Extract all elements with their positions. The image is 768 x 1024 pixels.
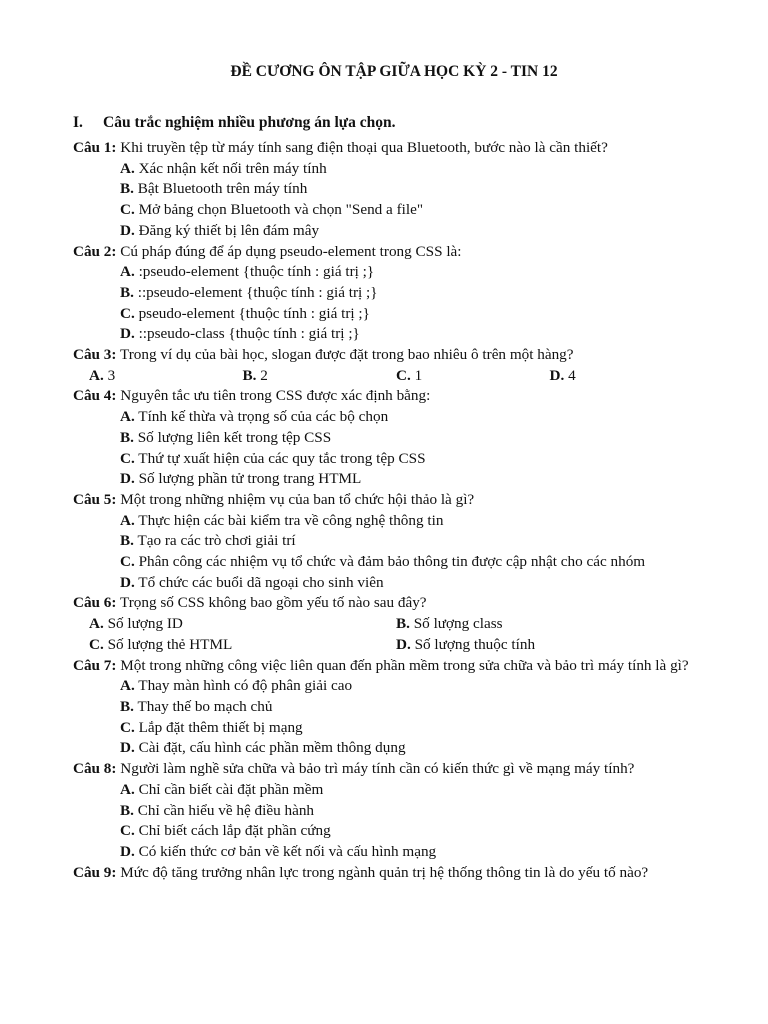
option-row (73, 366, 703, 387)
question-8 (73, 759, 703, 780)
question-5 (73, 490, 703, 511)
option-text: :pseudo-element {thuộc tính : giá trị ;} (134, 263, 375, 281)
question-text: Mức độ tăng trưởng nhân lực trong ngành quản trị hệ thống thông tin là do yếu tố nào? (116, 863, 649, 881)
question-label: Câu 8: (73, 760, 117, 778)
document-page (73, 62, 703, 883)
option-letter: A. (120, 511, 135, 529)
option-text: Tính kế thừa và trọng số của các bộ chọn (134, 408, 389, 426)
question-3 (73, 345, 703, 366)
option-letter: C. (120, 553, 135, 571)
option-text: Có kiến thức cơ bản về kết nối và cấu hình mạng (134, 842, 437, 860)
question-text: Khi truyền tệp từ máy tính sang điện thoại qua Bluetooth, bước nào là cần thiết? (116, 139, 608, 156)
option-text: Chỉ biết cách lắp đặt phần cứng (134, 822, 331, 840)
option-2d (73, 324, 703, 345)
option-letter: D. (120, 221, 135, 239)
option-text: Số lượng phần tử trong trang HTML (134, 470, 362, 488)
option-text: 2 (256, 366, 268, 384)
option-text: ::pseudo-class {thuộc tính : giá trị ;} (134, 325, 360, 343)
option-letter: D. (120, 470, 135, 488)
option-row (73, 614, 703, 635)
option-1c (73, 200, 703, 221)
option-3d (550, 366, 704, 387)
option-3b (243, 366, 397, 387)
option-8d (73, 842, 703, 863)
option-1d (73, 221, 703, 242)
option-2a (73, 262, 703, 283)
question-text: Cú pháp đúng để áp dụng pseudo-element trong CSS là: (116, 242, 462, 260)
question-9 (73, 863, 703, 884)
question-text: Một trong những công việc liên quan đến phần mềm trong sửa chữa và bảo trì máy tính là gì? (116, 656, 689, 674)
option-letter: D. (120, 325, 135, 343)
option-3a (89, 366, 243, 387)
option-2b (73, 283, 703, 304)
question-2 (73, 242, 703, 263)
option-text: Thay thế bo mạch chủ (133, 697, 273, 715)
option-text: pseudo-element {thuộc tính : giá trị ;} (134, 304, 370, 322)
option-6b (396, 614, 703, 635)
option-text: Số lượng class (409, 615, 503, 633)
option-1b (73, 179, 703, 200)
option-text: 4 (564, 366, 576, 384)
option-letter: B. (120, 801, 134, 819)
option-letter: C. (120, 304, 135, 322)
option-text: Số lượng thẻ HTML (103, 635, 233, 653)
option-text: Thực hiện các bài kiểm tra về công nghệ thông tin (134, 511, 444, 529)
question-label: Câu 4: (73, 387, 117, 405)
option-text: Tạo ra các trò chơi giải trí (133, 532, 296, 550)
option-2c (73, 304, 703, 325)
question-label: Câu 3: (73, 346, 117, 364)
question-text: Trong ví dụ của bài học, slogan được đặt trong bao nhiêu ô trên một hàng? (116, 346, 574, 364)
option-5d (73, 573, 703, 594)
option-letter: A. (120, 780, 135, 798)
option-letter: B. (120, 180, 134, 198)
option-text: 1 (410, 366, 423, 384)
option-letter: A. (89, 615, 104, 633)
document-title: ĐỀ CƯƠNG ÔN TẬP GIỮA HỌC KỲ 2 - TIN 12 (230, 63, 558, 80)
option-letter: C. (120, 822, 135, 840)
option-text: Số lượng liên kết trong tệp CSS (133, 428, 332, 446)
option-4a (73, 407, 703, 428)
question-label: Câu 9: (73, 863, 117, 881)
question-label: Câu 6: (73, 594, 117, 612)
question-text: Một trong những nhiệm vụ của ban tổ chức hội thảo là gì? (116, 490, 475, 508)
option-7b (73, 697, 703, 718)
option-letter: A. (120, 408, 135, 426)
section-title: Câu trắc nghiệm nhiều phương án lựa chọn. (103, 114, 396, 131)
option-letter: D. (120, 739, 135, 757)
section-heading (73, 113, 703, 133)
option-7a (73, 676, 703, 697)
option-letter: A. (120, 677, 135, 695)
option-5a (73, 511, 703, 532)
option-text: Mở bảng chọn Bluetooth và chọn "Send a file" (134, 201, 424, 219)
option-text: Số lượng thuộc tính (410, 635, 536, 653)
option-1a (73, 159, 703, 180)
question-text: Nguyên tắc ưu tiên trong CSS được xác định bằng: (116, 387, 431, 405)
option-6c (89, 635, 396, 656)
option-row (73, 635, 703, 656)
option-letter: B. (120, 283, 134, 301)
option-text: Tổ chức các buổi dã ngoại cho sinh viên (134, 573, 384, 591)
question-label: Câu 7: (73, 656, 117, 674)
option-letter: B. (120, 697, 134, 715)
option-text: Cài đặt, cấu hình các phần mềm thông dụng (134, 739, 406, 757)
question-7 (73, 656, 703, 677)
option-5c (73, 552, 703, 573)
option-letter: B. (242, 366, 257, 384)
option-4d (73, 469, 703, 490)
option-5b (73, 531, 703, 552)
option-4b (73, 428, 703, 449)
option-letter: C. (396, 366, 411, 384)
option-text: Thay màn hình có độ phân giải cao (134, 677, 353, 695)
option-text: ::pseudo-element {thuộc tính : giá trị ;} (133, 283, 378, 301)
option-letter: B. (120, 428, 134, 446)
option-4c (73, 449, 703, 470)
option-6d (396, 635, 703, 656)
option-3c (396, 366, 550, 387)
option-letter: C. (120, 201, 135, 219)
option-text: Chỉ cần hiểu về hệ điều hành (133, 801, 315, 819)
question-list (73, 138, 703, 883)
option-7c (73, 718, 703, 739)
option-letter: C. (89, 635, 104, 653)
option-letter: A. (89, 366, 104, 384)
option-text: Lắp đặt thêm thiết bị mạng (134, 718, 303, 736)
question-text: Trọng số CSS không bao gồm yếu tố nào sau đây? (116, 594, 427, 612)
option-letter: C. (120, 718, 135, 736)
option-letter: D. (120, 573, 135, 591)
option-letter: D. (396, 635, 411, 653)
option-letter: A. (120, 159, 135, 177)
option-text: Bật Bluetooth trên máy tính (133, 180, 308, 198)
option-letter: D. (549, 366, 565, 384)
option-letter: B. (120, 532, 134, 550)
option-8b (73, 801, 703, 822)
section-number: I. (73, 114, 83, 131)
question-4 (73, 386, 703, 407)
option-text: Chỉ cần biết cài đặt phần mềm (134, 780, 324, 798)
question-label: Câu 1: (73, 139, 117, 156)
option-6a (89, 614, 396, 635)
question-1 (73, 138, 703, 159)
option-text: Đăng ký thiết bị lên đám mây (134, 221, 320, 239)
question-text: Người làm nghề sửa chữa và bảo trì máy tính cần có kiến thức gì về mạng máy tính? (116, 760, 635, 778)
option-8a (73, 780, 703, 801)
question-label: Câu 5: (73, 490, 117, 508)
option-text: 3 (103, 366, 116, 384)
option-text: Xác nhận kết nối trên máy tính (134, 159, 327, 177)
option-letter: D. (120, 842, 135, 860)
option-7d (73, 738, 703, 759)
option-text: Thứ tự xuất hiện của các quy tắc trong tệp CSS (134, 449, 426, 467)
option-letter: C. (120, 449, 135, 467)
option-letter: A. (120, 263, 135, 281)
option-letter: B. (396, 615, 410, 633)
question-label: Câu 2: (73, 242, 117, 260)
question-6 (73, 593, 703, 614)
option-text: Phân công các nhiệm vụ tổ chức và đảm bảo thông tin được cập nhật cho các nhóm (134, 553, 646, 571)
option-8c (73, 821, 703, 842)
option-text: Số lượng ID (103, 615, 183, 633)
